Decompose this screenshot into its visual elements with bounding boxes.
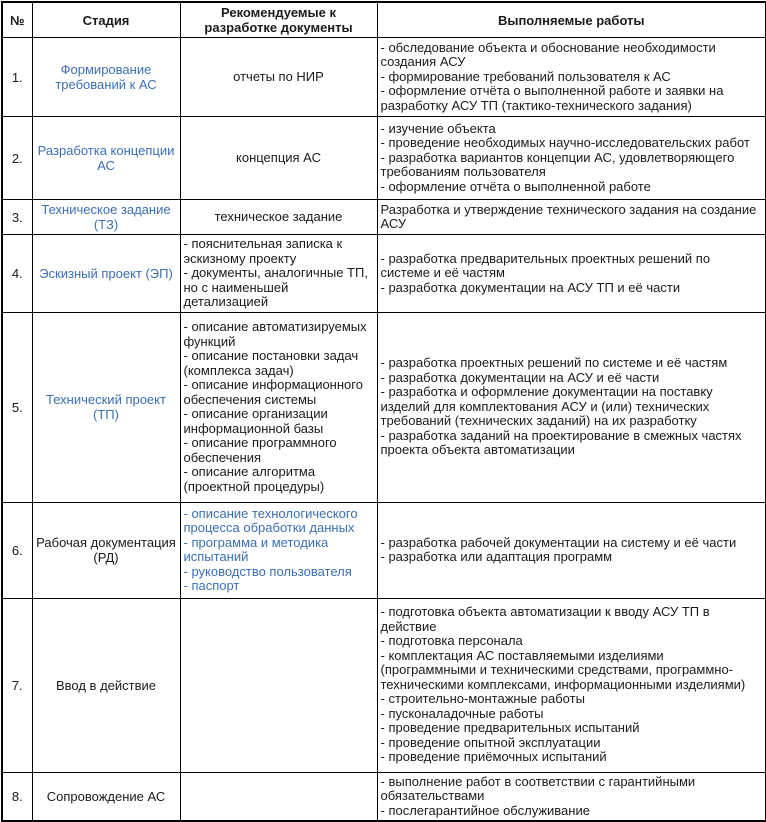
work-item: - разработка проектных решений по системе и её частям: [380, 355, 728, 371]
stage-cell: [32, 772, 180, 821]
document-link[interactable]: - программа и методика испытаний: [183, 534, 329, 564]
work-item: - разработка предварительных проектных решений по системе и её частям: [380, 250, 711, 280]
stage-label: Сопровождение АС: [46, 788, 166, 804]
work-item: Разработка и утверждение технического задания на создание АСУ: [380, 201, 757, 231]
row-number-cell: 4.: [2, 235, 32, 313]
table-row: [2, 38, 766, 117]
table-row: [2, 117, 766, 200]
work-item: - изучение объекта: [380, 120, 496, 136]
header-row: [2, 2, 766, 38]
stage-cell: [32, 598, 180, 772]
work-item: - оформление отчёта о выполненной работе и заявки на разработку АСУ ТП (тактико-технического задания): [380, 83, 724, 113]
document-item: техническое задание: [214, 208, 343, 224]
table-row: [2, 502, 766, 598]
document-link[interactable]: - паспорт: [183, 578, 240, 593]
work-item: - послегарантийное обслуживание: [380, 802, 590, 818]
stage-cell: [32, 312, 180, 502]
stage-cell: [32, 502, 180, 598]
document-link[interactable]: - руководство пользователя: [183, 563, 352, 579]
work-item: - проведение необходимых научно-исследовательских работ: [380, 135, 750, 151]
works-cell: [377, 38, 766, 117]
row-number-cell: 2.: [2, 117, 32, 200]
work-item: - разработка рабочей документации на систему и её части: [380, 534, 737, 550]
works-cell: [377, 502, 766, 598]
work-item: - проведение предварительных испытаний: [380, 720, 640, 736]
works-cell: [377, 235, 766, 313]
document-item: - пояснительная записка к эскизному проекту: [183, 236, 343, 266]
stage-link[interactable]: Техническое задание (ТЗ): [41, 202, 171, 232]
works-cell: [377, 772, 766, 821]
works-cell: [377, 200, 766, 235]
document-item: - документы, аналогичные ТП, но с наименьшей детализацией: [183, 265, 368, 309]
column-header-documents: Рекомендуемые к разработке документы: [180, 2, 377, 38]
work-item: - проведение опытной эксплуатации: [380, 734, 601, 750]
work-item: - разработка документации на АСУ и её части: [380, 369, 660, 385]
work-item: - проведение приёмочных испытаний: [380, 749, 607, 765]
stage-link[interactable]: Технический проект (ТП): [46, 392, 166, 422]
table-row: [2, 598, 766, 772]
document-item: - описание алгоритма (проектной процедуры): [183, 464, 325, 494]
work-item: - строительно-монтажные работы: [380, 691, 585, 707]
documents-cell: [180, 117, 377, 200]
row-number-cell: 6.: [2, 502, 32, 598]
table-body: [2, 38, 766, 822]
work-item: - разработка и оформление документации на поставку изделий для комплектования АСУ и (или) технических требований (технических заданий) на их разработку: [380, 384, 713, 429]
documents-cell: [180, 772, 377, 821]
work-item: - комплектация АС поставляемыми изделиями (программными и техническими средствами, программно-техническими комплексами, информационными изделиями): [380, 647, 746, 692]
column-header-number: №: [2, 2, 32, 38]
work-item: - разработка заданий на проектирование в смежных частях проекта объекта автоматизации: [380, 427, 742, 458]
row-number-cell: 7.: [2, 598, 32, 772]
column-header-stage: Стадия: [32, 2, 180, 38]
row-number-cell: 8.: [2, 772, 32, 821]
work-item: - оформление отчёта о выполненной работе: [380, 178, 651, 194]
work-item: - пусконаладочные работы: [380, 705, 544, 721]
document-link[interactable]: - описание технологического процесса обработки данных: [183, 505, 358, 535]
work-item: - разработка документации на АСУ ТП и её части: [380, 279, 681, 295]
table-row: [2, 312, 766, 502]
stage-cell: [32, 117, 180, 200]
stage-cell: [32, 200, 180, 235]
work-item: - подготовка объекта автоматизации к вводу АСУ ТП в действие: [380, 604, 710, 634]
document-item: концепция АС: [236, 149, 321, 165]
document-item: - описание автоматизируемых функций: [183, 319, 367, 349]
documents-cell: [180, 312, 377, 502]
documents-cell: [180, 38, 377, 117]
stages-table: [1, 1, 766, 822]
work-item: - разработка вариантов концепции АС, удовлетворяющего требованиям пользователя: [380, 149, 735, 180]
stage-label: Ввод в действие: [55, 677, 157, 693]
table-row: [2, 235, 766, 313]
row-number-cell: 1.: [2, 38, 32, 117]
works-cell: [377, 598, 766, 772]
documents-cell: [180, 200, 377, 235]
document-item: - описание информационного обеспечения системы: [183, 377, 363, 407]
row-number-cell: 3.: [2, 200, 32, 235]
stage-link[interactable]: Разработка концепции АС: [37, 143, 175, 173]
stage-label: Рабочая документация (РД): [36, 535, 176, 565]
work-item: - обследование объекта и обоснование необходимости создания АСУ: [380, 39, 716, 70]
table-row: [2, 200, 766, 235]
documents-cell: [180, 502, 377, 598]
row-number-cell: 5.: [2, 312, 32, 502]
document-item: - описание организации информационной базы: [183, 406, 328, 436]
works-cell: [377, 312, 766, 502]
work-item: - формирование требований пользователя к АС: [380, 68, 671, 84]
stage-cell: [32, 38, 180, 117]
table-row: [2, 772, 766, 821]
work-item: - подготовка персонала: [380, 633, 523, 649]
work-item: - разработка или адаптация программ: [380, 549, 613, 564]
column-header-works: Выполняемые работы: [377, 2, 766, 38]
documents-cell: [180, 235, 377, 313]
document-item: отчеты по НИР: [233, 68, 324, 84]
stage-link[interactable]: Эскизный проект (ЭП): [39, 265, 173, 281]
stage-link[interactable]: Формирование требований к АС: [55, 62, 157, 92]
work-item: - выполнение работ в соответствии с гарантийными обязательствами: [380, 773, 696, 803]
documents-cell: [180, 598, 377, 772]
document-item: - описание программного обеспечения: [183, 435, 337, 465]
document-item: - описание постановки задач (комплекса задач): [183, 348, 359, 378]
stage-cell: [32, 235, 180, 313]
works-cell: [377, 117, 766, 200]
